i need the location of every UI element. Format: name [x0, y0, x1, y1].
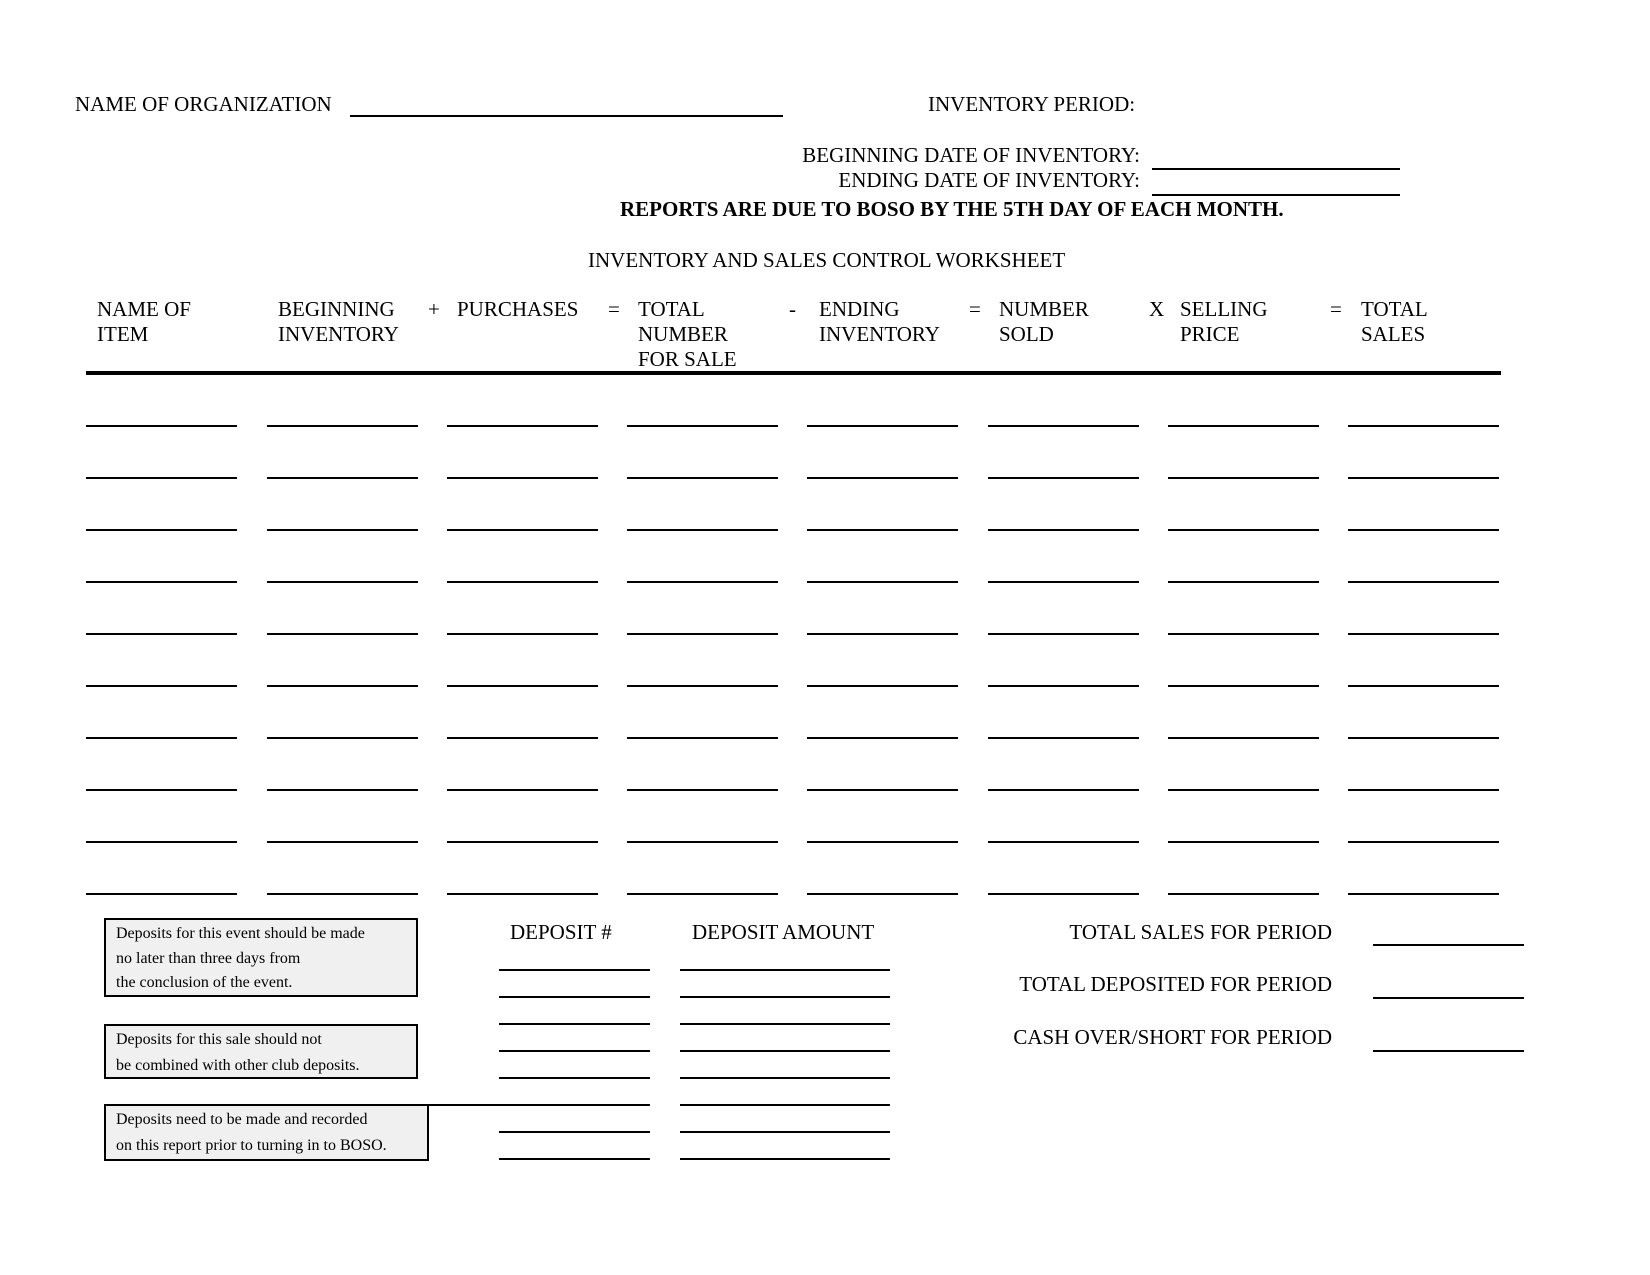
entry-field-r6-c4[interactable]: [627, 685, 778, 687]
entry-field-r10-c5[interactable]: [807, 893, 958, 895]
deposit-amount-field-8[interactable]: [680, 1158, 890, 1160]
entry-field-r6-c2[interactable]: [267, 685, 418, 687]
entry-field-r10-c1[interactable]: [86, 893, 237, 895]
deposit-number-field-1[interactable]: [499, 969, 650, 971]
deposit-number-field-3[interactable]: [499, 1023, 650, 1025]
cash-over-short-field[interactable]: [1373, 1050, 1524, 1052]
entry-field-r4-c6[interactable]: [988, 581, 1139, 583]
entry-field-r7-c1[interactable]: [86, 737, 237, 739]
entry-field-r3-c1[interactable]: [86, 529, 237, 531]
entry-field-r4-c8[interactable]: [1348, 581, 1499, 583]
col-header-beginning-inventory: BEGINNING INVENTORY: [278, 297, 399, 346]
entry-field-r3-c7[interactable]: [1168, 529, 1319, 531]
col-header-total-sales: TOTAL SALES: [1361, 297, 1428, 346]
entry-field-r8-c7[interactable]: [1168, 789, 1319, 791]
col-header-selling-price: SELLING PRICE: [1180, 297, 1268, 346]
entry-field-r6-c3[interactable]: [447, 685, 598, 687]
col-header-item: NAME OF ITEM: [97, 297, 191, 346]
entry-field-r4-c3[interactable]: [447, 581, 598, 583]
entry-field-r5-c6[interactable]: [988, 633, 1139, 635]
entry-field-r5-c5[interactable]: [807, 633, 958, 635]
entry-field-r6-c8[interactable]: [1348, 685, 1499, 687]
deposit-number-field-6[interactable]: [499, 1104, 650, 1106]
entry-field-r5-c3[interactable]: [447, 633, 598, 635]
entry-field-r8-c2[interactable]: [267, 789, 418, 791]
org-name-field[interactable]: [350, 115, 783, 117]
equals-operator: =: [969, 297, 981, 321]
deposit-amount-field-2[interactable]: [680, 996, 890, 998]
total-deposited-field[interactable]: [1373, 997, 1524, 999]
note-deposit-record: Deposits need to be made and recorded on this report prior to turning in to BOSO.: [104, 1104, 429, 1161]
org-name-label: NAME OF ORGANIZATION: [75, 92, 332, 116]
entry-field-r6-c6[interactable]: [988, 685, 1139, 687]
note-deposit-separate: Deposits for this sale should not be combined with other club deposits.: [104, 1024, 418, 1079]
deposit-number-field-8[interactable]: [499, 1158, 650, 1160]
begin-date-field[interactable]: [1152, 168, 1400, 170]
total-sales-field[interactable]: [1373, 944, 1524, 946]
entry-field-r2-c6[interactable]: [988, 477, 1139, 479]
entry-field-r1-c3[interactable]: [447, 425, 598, 427]
deposit-amount-field-7[interactable]: [680, 1131, 890, 1133]
end-date-label: ENDING DATE OF INVENTORY:: [838, 168, 1140, 192]
entry-field-r8-c6[interactable]: [988, 789, 1139, 791]
entry-field-r10-c6[interactable]: [988, 893, 1139, 895]
entry-field-r5-c1[interactable]: [86, 633, 237, 635]
multiply-operator: X: [1149, 297, 1165, 321]
entry-field-r7-c4[interactable]: [627, 737, 778, 739]
entry-field-r3-c8[interactable]: [1348, 529, 1499, 531]
entry-field-r6-c5[interactable]: [807, 685, 958, 687]
deposit-number-field-7[interactable]: [499, 1131, 650, 1133]
due-notice: REPORTS ARE DUE TO BOSO BY THE 5TH DAY OF EACH MONTH.: [620, 197, 1284, 221]
entry-field-r3-c3[interactable]: [447, 529, 598, 531]
entry-field-r2-c5[interactable]: [807, 477, 958, 479]
entry-field-r8-c5[interactable]: [807, 789, 958, 791]
entry-field-r1-c2[interactable]: [267, 425, 418, 427]
entry-field-r7-c6[interactable]: [988, 737, 1139, 739]
deposit-amount-field-4[interactable]: [680, 1050, 890, 1052]
entry-field-r10-c3[interactable]: [447, 893, 598, 895]
deposit-number-field-5[interactable]: [499, 1077, 650, 1079]
entry-field-r5-c4[interactable]: [627, 633, 778, 635]
equals-operator: =: [1330, 297, 1342, 321]
col-header-purchases: PURCHASES: [457, 297, 579, 321]
entry-field-r7-c2[interactable]: [267, 737, 418, 739]
cash-over-short-label: CASH OVER/SHORT FOR PERIOD: [1013, 1025, 1332, 1049]
col-header-number-sold: NUMBER SOLD: [999, 297, 1089, 346]
entry-field-r9-c7[interactable]: [1168, 841, 1319, 843]
deposit-amount-field-6[interactable]: [680, 1104, 890, 1106]
entry-field-r1-c5[interactable]: [807, 425, 958, 427]
entry-field-r1-c4[interactable]: [627, 425, 778, 427]
entry-field-r2-c3[interactable]: [447, 477, 598, 479]
entry-field-r2-c1[interactable]: [86, 477, 237, 479]
entry-field-r7-c7[interactable]: [1168, 737, 1319, 739]
equals-operator: =: [608, 297, 620, 321]
inventory-period-label: INVENTORY PERIOD:: [928, 92, 1136, 116]
entry-field-r5-c8[interactable]: [1348, 633, 1499, 635]
entry-field-r9-c3[interactable]: [447, 841, 598, 843]
entry-field-r5-c2[interactable]: [267, 633, 418, 635]
deposit-number-field-2[interactable]: [499, 996, 650, 998]
entry-field-r2-c8[interactable]: [1348, 477, 1499, 479]
entry-field-r3-c5[interactable]: [807, 529, 958, 531]
deposit-amount-field-1[interactable]: [680, 969, 890, 971]
entry-field-r6-c1[interactable]: [86, 685, 237, 687]
entry-field-r3-c4[interactable]: [627, 529, 778, 531]
entry-field-r9-c1[interactable]: [86, 841, 237, 843]
entry-field-r2-c7[interactable]: [1168, 477, 1319, 479]
deposit-number-field-4[interactable]: [499, 1050, 650, 1052]
entry-field-r4-c1[interactable]: [86, 581, 237, 583]
total-deposited-label: TOTAL DEPOSITED FOR PERIOD: [1019, 972, 1332, 996]
deposit-number-label: DEPOSIT #: [510, 920, 612, 944]
entry-field-r9-c2[interactable]: [267, 841, 418, 843]
entry-field-r10-c2[interactable]: [267, 893, 418, 895]
minus-operator: -: [789, 297, 796, 321]
worksheet-title: INVENTORY AND SALES CONTROL WORKSHEET: [588, 248, 1066, 272]
note-connector-line: [429, 1104, 499, 1106]
entry-field-r4-c2[interactable]: [267, 581, 418, 583]
col-header-total-for-sale: TOTAL NUMBER FOR SALE: [638, 297, 737, 371]
entry-field-r5-c7[interactable]: [1168, 633, 1319, 635]
header-rule: [86, 371, 1501, 375]
entry-field-r10-c7[interactable]: [1168, 893, 1319, 895]
entry-field-r10-c4[interactable]: [627, 893, 778, 895]
entry-field-r2-c4[interactable]: [627, 477, 778, 479]
entry-field-r6-c7[interactable]: [1168, 685, 1319, 687]
entry-field-r8-c1[interactable]: [86, 789, 237, 791]
entry-field-r1-c7[interactable]: [1168, 425, 1319, 427]
entry-field-r10-c8[interactable]: [1348, 893, 1499, 895]
entry-field-r8-c4[interactable]: [627, 789, 778, 791]
entry-field-r9-c8[interactable]: [1348, 841, 1499, 843]
entry-field-r2-c2[interactable]: [267, 477, 418, 479]
entry-field-r1-c1[interactable]: [86, 425, 237, 427]
entry-field-r7-c8[interactable]: [1348, 737, 1499, 739]
entry-field-r8-c8[interactable]: [1348, 789, 1499, 791]
entry-field-r4-c5[interactable]: [807, 581, 958, 583]
deposit-amount-field-3[interactable]: [680, 1023, 890, 1025]
entry-field-r1-c8[interactable]: [1348, 425, 1499, 427]
col-header-ending-inventory: ENDING INVENTORY: [819, 297, 940, 346]
deposit-amount-field-5[interactable]: [680, 1077, 890, 1079]
entry-field-r4-c4[interactable]: [627, 581, 778, 583]
note-deposit-timing: Deposits for this event should be made no later than three days from the conclusion of the event.: [104, 918, 418, 997]
entry-field-r9-c6[interactable]: [988, 841, 1139, 843]
entry-field-r9-c4[interactable]: [627, 841, 778, 843]
deposit-amount-label: DEPOSIT AMOUNT: [692, 920, 875, 944]
plus-operator: +: [428, 297, 440, 321]
total-sales-label: TOTAL SALES FOR PERIOD: [1069, 920, 1332, 944]
entry-field-r3-c2[interactable]: [267, 529, 418, 531]
end-date-field[interactable]: [1152, 194, 1400, 196]
entry-field-r8-c3[interactable]: [447, 789, 598, 791]
entry-field-r7-c3[interactable]: [447, 737, 598, 739]
entry-field-r7-c5[interactable]: [807, 737, 958, 739]
entry-field-r9-c5[interactable]: [807, 841, 958, 843]
begin-date-label: BEGINNING DATE OF INVENTORY:: [802, 143, 1140, 167]
entry-field-r4-c7[interactable]: [1168, 581, 1319, 583]
entry-field-r3-c6[interactable]: [988, 529, 1139, 531]
entry-field-r1-c6[interactable]: [988, 425, 1139, 427]
